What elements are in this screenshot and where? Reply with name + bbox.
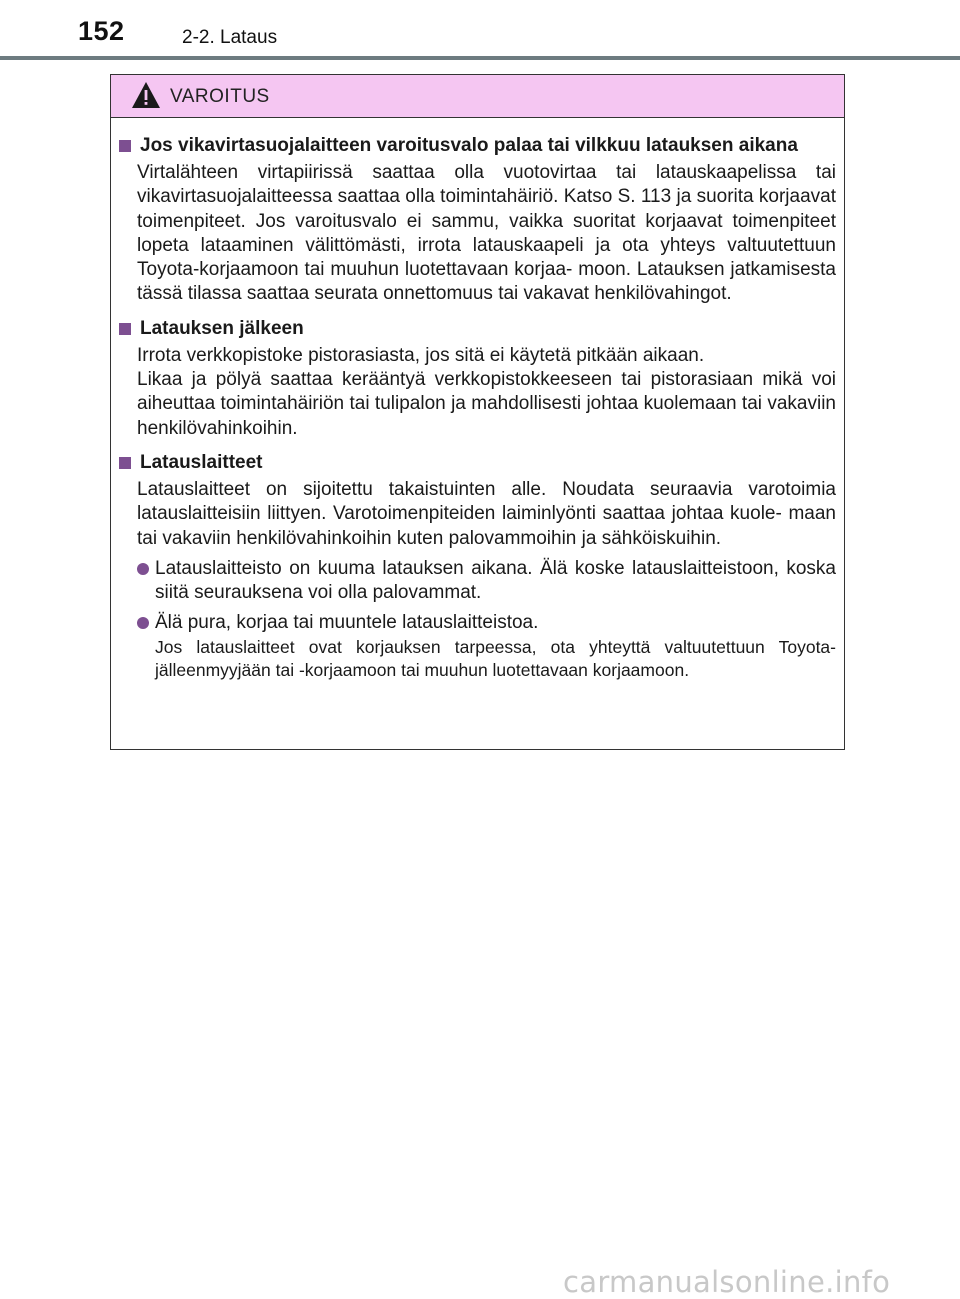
square-bullet-icon bbox=[119, 140, 131, 152]
item-paragraph: Irrota verkkopistoke pistorasiasta, jos sitä ei käytetä pitkään aikaan. bbox=[137, 344, 705, 366]
square-bullet-icon bbox=[119, 323, 131, 335]
item-heading-text: Jos vikavirtasuojalaitteen varoitusvalo palaa tai vilkkuu latauksen aikana bbox=[140, 135, 798, 156]
item-heading bbox=[119, 451, 836, 475]
sub-item-text: Latauslaitteisto on kuuma latauksen aikana. Älä koske latauslaitteistoon, koska siitä seurauksena voi olla palovammat. bbox=[155, 557, 836, 604]
sub-item-content bbox=[155, 611, 836, 682]
item-paragraph: Likaa ja pölyä saattaa kerääntyä verkkopistokkeeseen tai pistorasiaan mikä voi aiheuttaa toimintahäiriön tai tulipalon ja mahdollisesti johtaa kuolemaan tai vakaviin henkilövahinkoihin. bbox=[137, 369, 836, 439]
page-header bbox=[0, 0, 960, 62]
sub-item-text: Älä pura, korjaa tai muuntele latauslaitteistoa. bbox=[155, 612, 539, 634]
sub-item-content bbox=[155, 557, 836, 606]
sub-item bbox=[137, 557, 836, 606]
round-bullet-icon bbox=[137, 617, 149, 629]
warning-header bbox=[111, 75, 844, 118]
warning-body bbox=[111, 118, 844, 683]
warning-label: VAROITUS bbox=[170, 86, 270, 107]
item-heading bbox=[119, 134, 836, 158]
item-heading bbox=[119, 317, 836, 341]
watermark: carmanualsonline.info bbox=[563, 1265, 891, 1299]
item-heading-text: Latauksen jälkeen bbox=[140, 317, 304, 339]
item-paragraph: Latauslaitteet on sijoitettu takaistuinten alle. Noudata seuraavia varotoimia latauslaitteisiin liittyen. Varotoimenpiteiden laiminlyönti saattaa johtaa kuole- maan tai vakaviin henkilövahinkoihin kuten palovammoihin ja sähköiskuihin. bbox=[137, 478, 836, 549]
item-paragraph: Virtalähteen virtapiirissä saattaa olla vuotovirtaa tai latauskaapelissa tai vikavirtasuojalaitteessa saattaa olla toimintahäiriö. Katso S. 113 ja suorita korjaavat toimenpiteet. Jos varoitusvalo ei sammu, vaikka suoritat korjaavat toimenpiteet lopeta lataaminen välittömästi, irrota latauskaapeli ja ota yhteys valtuutettuun Toyota-korjaamoon tai muuhun luotettavaan korjaa- moon. Latauksen jatkamisesta tässä tilassa saattaa seurata onnettomuus tai vakavat henkilövahingot. bbox=[137, 162, 836, 305]
sub-item bbox=[137, 611, 836, 682]
square-bullet-icon bbox=[119, 457, 131, 469]
sub-item-note: Jos latauslaitteet ovat korjauksen tarpeessa, ota yhteyttä valtuutettuun Toyota-jälleenmyyjään tai -korjaamoon tai muuhun luotettavaan korjaamoon. bbox=[155, 636, 836, 681]
round-bullet-icon bbox=[137, 563, 149, 575]
warning-item bbox=[119, 317, 836, 441]
warning-item bbox=[119, 451, 836, 683]
header-rule bbox=[0, 56, 960, 60]
item-heading-text: Latauslaitteet bbox=[140, 451, 263, 473]
warning-item bbox=[119, 134, 836, 307]
page-number: 152 bbox=[78, 16, 125, 46]
section-title: 2-2. Lataus bbox=[182, 27, 278, 48]
warning-box bbox=[110, 74, 845, 750]
warning-triangle-icon bbox=[131, 81, 161, 109]
